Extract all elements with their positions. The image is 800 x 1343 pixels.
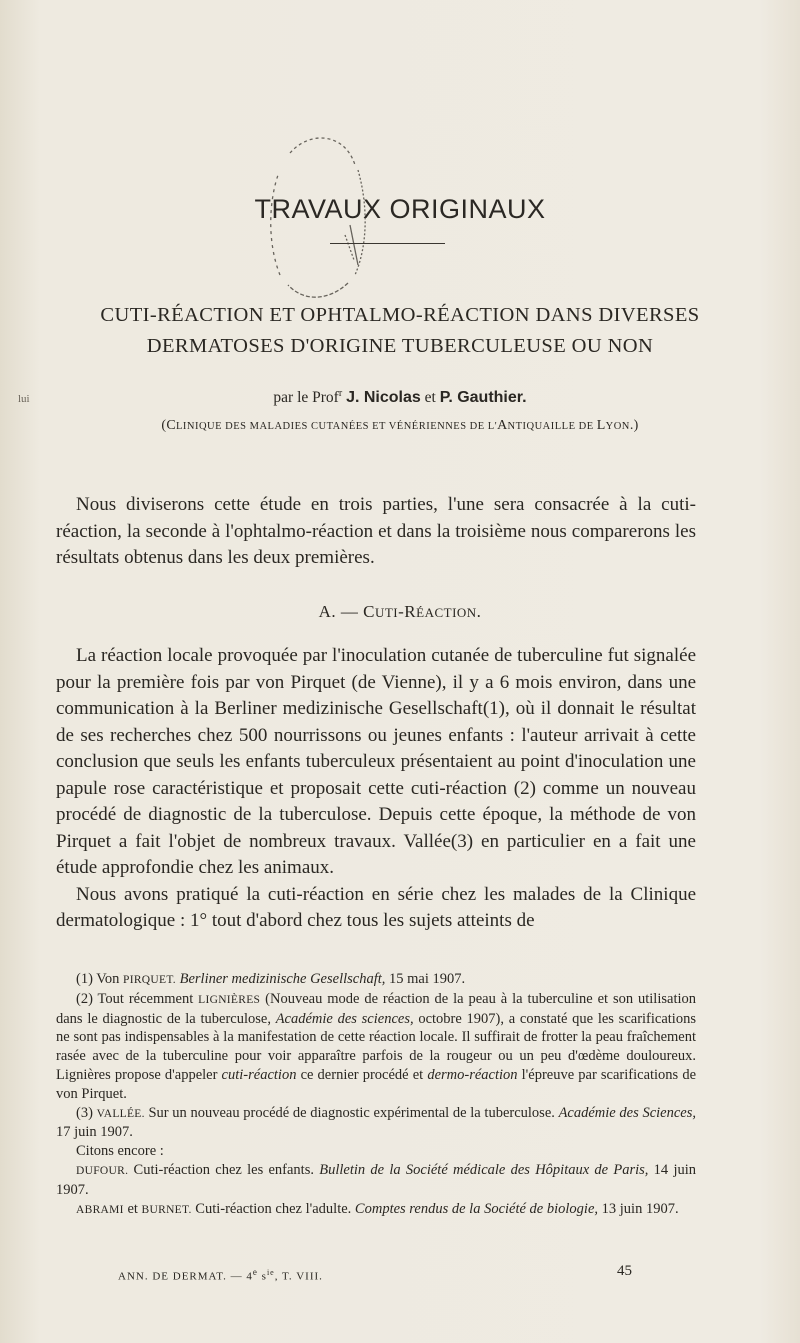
- author-1: J. Nicolas: [346, 389, 421, 407]
- ref1-ital: Bulletin de la Société médicale des Hôpitaux de Paris,: [319, 1161, 649, 1178]
- title-line-2: DERMATOSES D'ORIGINE TUBERCULEUSE OU NON: [146, 335, 654, 357]
- page-number: 45: [617, 1263, 632, 1279]
- fn2-t1: (Nouveau mode de réaction de la peau à la tuberculine et son utilisation dans le diagnostic de la tuberculose,: [56, 990, 696, 1027]
- affil-a: A: [497, 418, 508, 433]
- footer-sup: e: [252, 1267, 258, 1277]
- reference-dufour: [56, 1161, 696, 1200]
- fn2-t4: l'épreuve par scarifications de von Pirquet.: [56, 1066, 697, 1102]
- affil-sc3: YON: [605, 421, 630, 432]
- section-header: TRAVAUX ORIGINAUX: [254, 194, 546, 224]
- affil-close: .): [629, 418, 639, 433]
- intro-text: Nous diviserons cette étude en trois parties, l'une sera consacrée à la cuti-réaction, la seconde à l'ophtalmo-réaction et dans la troisième nous comparerons les résultats obtenus dans les deux premières.: [56, 494, 696, 568]
- affil-open: (C: [161, 418, 176, 433]
- fn3-author: VALLÉE.: [96, 1107, 145, 1120]
- margin-mark: lui: [18, 393, 30, 405]
- fn1-ital: Berliner medizinische Gesellschaft,: [179, 971, 386, 987]
- ref2-author2: BURNET.: [141, 1203, 192, 1216]
- fn2-ital1: Académie des sciences,: [275, 1010, 414, 1027]
- ref2-t1: Cuti-réaction chez l'adulte.: [191, 1200, 355, 1217]
- ref2-t2: 13 juin 1907.: [598, 1200, 679, 1217]
- intro-paragraph: [56, 492, 696, 572]
- affil-sc1: LINIQUE DES MALADIES CUTANÉES ET VÉNÉRIENNES DE L': [175, 421, 498, 432]
- affil-sc2: NTIQUAILLE DE: [507, 421, 597, 432]
- subhead-end: .: [476, 602, 482, 621]
- affil-l: L: [596, 418, 606, 433]
- ref2-author: ABRAMI: [76, 1203, 124, 1216]
- subhead-prefix: A. — C: [318, 602, 375, 621]
- footer-s: s: [257, 1270, 267, 1283]
- citons-encore: Citons encore :: [76, 1143, 164, 1160]
- paragraph-1: La réaction locale provoquée par l'inoculation cutanée de tuberculine fut signalée pour la première fois par von Pirquet (de Vienne), il y a 6 mois environ, dans une communication à la Berliner medizinische Gesellschaft(1), où il donnait le résultat de ses recherches chez 500 nourrissons ou jeunes enfants : l'auteur arrivait à cette conclusion que seuls les enfants tuberculeux présentaient au point d'inoculation une papule rose caractéristique et proposait cette cuti-réaction (2) comme un nouveau procédé de diagnostic de la tuberculose. Depuis cette époque, la méthode de von Pirquet a fait l'objet de nombreux travaux. Vallée(3) en particulier en a fait une étude approfondie chez les animaux.: [56, 645, 696, 878]
- fn2-author: LIGNIÈRES: [198, 993, 261, 1006]
- byline: [0, 388, 800, 407]
- fn2-num: (2) Tout récemment: [76, 990, 199, 1007]
- footer-rest: , T. VIII.: [274, 1270, 323, 1283]
- subsection-heading: [0, 602, 800, 622]
- fn3-t1: Sur un nouveau procédé de diagnostic expérimental de la tuberculose.: [144, 1104, 559, 1121]
- article-title: [30, 300, 770, 362]
- byline-and: et: [420, 389, 440, 407]
- ref1-t1: Cuti-réaction chez les enfants.: [128, 1161, 320, 1178]
- fn2-t2: octobre 1907), a constaté que les scarifications ne sont pas indispensables à la manifestation de cette réaction locale. Il suffirait de frotter la peau fraîchement rasée avec de la tuberculine pour voir apparaître parfois de la rougeur ou un peu d'œdème douloureux. Lignières propose d'appeler: [56, 1010, 696, 1083]
- byline-prefix: par le Prof: [273, 389, 339, 407]
- footer-sup2: ie: [266, 1268, 275, 1277]
- footnote-2: [56, 990, 696, 1104]
- paragraph-2: Nous avons pratiqué la cuti-réaction en série chez les malades de la Clinique dermatologique : 1° tout d'abord chez tous les sujets atteints de: [56, 883, 696, 931]
- fn3-ital: Académie des Sciences,: [558, 1104, 696, 1121]
- footnote-1: [56, 970, 696, 990]
- affiliation: [0, 418, 800, 434]
- fn2-ital2: cuti-réaction: [221, 1066, 297, 1083]
- fn3-num: (3): [76, 1104, 97, 1121]
- byline-sup: r: [338, 388, 343, 399]
- ref2-ital: Comptes rendus de la Société de biologie,: [354, 1200, 599, 1217]
- ref1-t2: 14 juin 1907.: [56, 1161, 696, 1198]
- fn1-rest: 15 mai 1907.: [385, 971, 466, 987]
- footnotes: [56, 970, 696, 1219]
- ref2-mid: et: [123, 1200, 142, 1217]
- subhead-sc2: ÉACTION: [416, 605, 477, 620]
- subhead-dash: -R: [398, 602, 417, 621]
- header-rule: [330, 243, 445, 244]
- fn3-t2: 17 juin 1907.: [56, 1124, 133, 1141]
- footer-running: ANN. DE DERMAT. — 4: [118, 1270, 253, 1283]
- title-line-1: CUTI-RÉACTION ET OPHTALMO-RÉACTION DANS DIVERSES: [100, 304, 700, 326]
- reference-abrami: [56, 1200, 696, 1220]
- footnote-3: [56, 1104, 696, 1143]
- fn2-ital3: dermo-réaction: [427, 1066, 518, 1083]
- fn1-num: (1) Von: [76, 971, 123, 987]
- main-text: [56, 643, 696, 935]
- fn2-t3: ce dernier procédé et: [296, 1066, 428, 1083]
- running-footer: [118, 1267, 323, 1283]
- ref1-author: DUFOUR.: [76, 1164, 129, 1177]
- fn1-author: PIRQUET.: [123, 974, 176, 986]
- subhead-sc1: UTI: [374, 605, 399, 620]
- author-2: P. Gauthier.: [439, 389, 527, 407]
